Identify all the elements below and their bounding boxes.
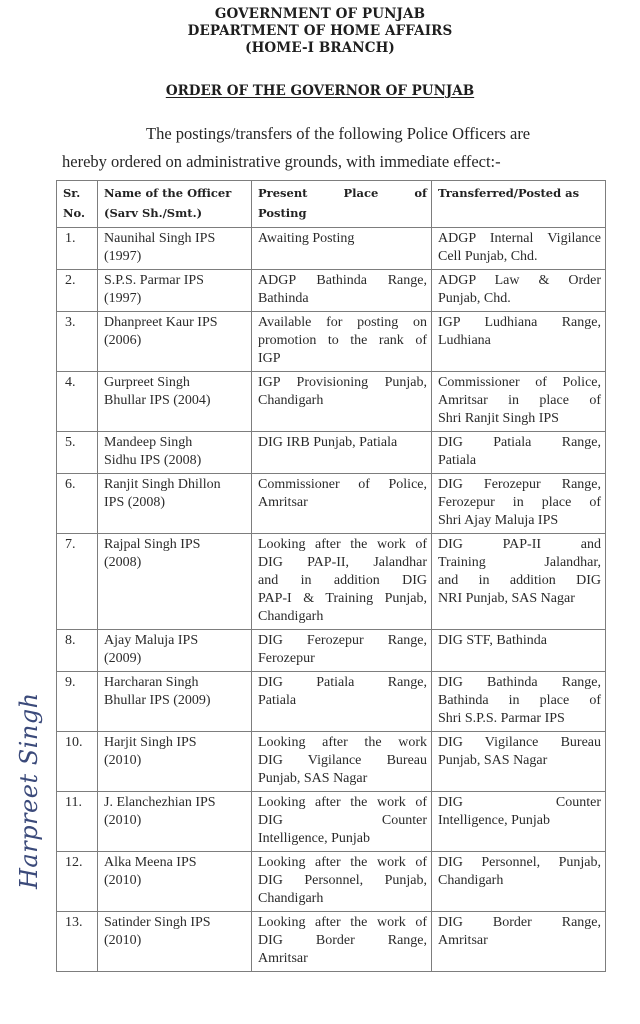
cell-transferred-posted <box>432 534 606 630</box>
cell-officer-name-line: Sidhu IPS (2008) <box>104 453 202 468</box>
cell-present-posting-line: DIG Personnel, Punjab, <box>258 873 427 888</box>
cell-officer-name-line: Dhanpreet Kaur IPS <box>104 315 218 330</box>
cell-transferred-posted-line: IGP Ludhiana Range, <box>438 315 601 330</box>
cell-transferred-posted <box>432 474 606 534</box>
header-government: GOVERNMENT OF PUNJAB <box>214 6 426 22</box>
cell-transferred-posted-line: Shri Ranjit Singh IPS <box>438 411 559 426</box>
cell-transferred-posted-line: DIG Ferozepur Range, <box>438 477 601 492</box>
cell-present-posting <box>252 852 432 912</box>
cell-present-posting-line: IGP Provisioning Punjab, <box>258 375 427 390</box>
cell-officer-name-line: S.P.S. Parmar IPS <box>104 273 204 288</box>
cell-transferred-posted <box>432 852 606 912</box>
cell-present-posting <box>252 912 432 972</box>
cell-present-posting-line: Ferozepur <box>258 651 315 666</box>
cell-present-posting-line: Amritsar <box>258 951 308 966</box>
cell-officer-name-line: (1997) <box>104 249 142 264</box>
cell-present-posting-line: Amritsar <box>258 495 308 510</box>
cell-officer-name-line: Ranjit Singh Dhillon <box>104 477 221 492</box>
cell-officer-name-line: IPS (2008) <box>104 495 166 510</box>
cell-present-posting-line: Looking after the work of <box>258 915 427 930</box>
header-transferred-posted <box>432 181 606 228</box>
cell-present-posting-line: and in addition DIG <box>258 573 427 588</box>
cell-transferred-posted-line: DIG Patiala Range, <box>438 435 601 450</box>
cell-sr-no: 1. <box>57 228 98 270</box>
header-sr-line1: Sr. <box>63 186 81 200</box>
cell-transferred-posted <box>432 912 606 972</box>
cell-transferred-posted <box>432 228 606 270</box>
intro-line-2: hereby ordered on administrative grounds, with immediate effect:- <box>62 152 501 171</box>
table-row <box>57 228 606 270</box>
cell-transferred-posted-line: Shri S.P.S. Parmar IPS <box>438 711 565 726</box>
cell-officer-name <box>98 534 252 630</box>
cell-officer-name-line: (1997) <box>104 291 142 306</box>
cell-sr-no: 4. <box>57 372 98 432</box>
cell-transferred-posted <box>432 792 606 852</box>
cell-transferred-posted-line: Amritsar <box>438 933 488 948</box>
cell-present-posting-line: DIG IRB Punjab, Patiala <box>258 435 398 450</box>
cell-transferred-posted-line: ADGP Internal Vigilance <box>438 231 601 246</box>
cell-present-posting-line: IGP <box>258 351 281 366</box>
handwritten-signature <box>4 692 48 900</box>
cell-present-posting-line: Commissioner of Police, <box>258 477 427 492</box>
cell-officer-name-line: Alka Meena IPS <box>104 855 197 870</box>
cell-present-posting <box>252 432 432 474</box>
cell-transferred-posted-line: DIG Bathinda Range, <box>438 675 601 690</box>
cell-transferred-posted-line: DIG PAP-II and <box>438 537 601 552</box>
intro-line-1: The postings/transfers of the following Police Officers are <box>146 124 531 143</box>
cell-sr-no: 2. <box>57 270 98 312</box>
cell-officer-name <box>98 270 252 312</box>
header-officer-name <box>98 181 252 228</box>
cell-sr-no: 5. <box>57 432 98 474</box>
cell-officer-name-line: Mandeep Singh <box>104 435 193 450</box>
cell-officer-name-line: (2006) <box>104 333 142 348</box>
cell-present-posting <box>252 312 432 372</box>
cell-sr-no: 6. <box>57 474 98 534</box>
intro-paragraph <box>62 120 622 176</box>
cell-transferred-posted-line: DIG Border Range, <box>438 915 601 930</box>
cell-transferred-posted <box>432 312 606 372</box>
cell-sr-no: 8. <box>57 630 98 672</box>
cell-present-posting-line: Looking after the work <box>258 735 427 750</box>
cell-sr-no: 11. <box>57 792 98 852</box>
cell-present-posting-line: DIG PAP-II, Jalandhar <box>258 555 427 570</box>
cell-transferred-posted-line: Punjab, SAS Nagar <box>438 753 548 768</box>
header-name-line2: (Sarv Sh./Smt.) <box>104 206 203 220</box>
cell-transferred-posted <box>432 672 606 732</box>
cell-present-posting-line: Bathinda <box>258 291 309 306</box>
cell-present-posting-line: DIG Ferozepur Range, <box>258 633 427 648</box>
header-transferred-text: Transferred/Posted as <box>438 186 580 200</box>
cell-transferred-posted-line: DIG Vigilance Bureau <box>438 735 601 750</box>
cell-officer-name <box>98 912 252 972</box>
cell-officer-name-line: Naunihal Singh IPS <box>104 231 216 246</box>
cell-transferred-posted <box>432 630 606 672</box>
cell-present-posting-line: Looking after the work of <box>258 795 427 810</box>
cell-present-posting <box>252 228 432 270</box>
signature-text: Harpreet Singh <box>15 692 43 889</box>
cell-present-posting-line: DIG Counter <box>258 813 427 828</box>
cell-officer-name-line: (2010) <box>104 873 142 888</box>
cell-officer-name-line: Satinder Singh IPS <box>104 915 211 930</box>
cell-transferred-posted-line: DIG Personnel, Punjab, <box>438 855 601 870</box>
cell-present-posting <box>252 792 432 852</box>
cell-transferred-posted-line: Amritsar in place of <box>438 393 601 408</box>
cell-transferred-posted-line: and in addition DIG <box>438 573 601 588</box>
cell-transferred-posted-line: DIG Counter <box>438 795 601 810</box>
cell-transferred-posted-line: Cell Punjab, Chd. <box>438 249 538 264</box>
cell-present-posting-line: Chandigarh <box>258 609 324 624</box>
cell-officer-name <box>98 852 252 912</box>
header-present-line1: Present Place of <box>258 186 427 200</box>
table-row <box>57 474 606 534</box>
cell-present-posting-line: DIG Patiala Range, <box>258 675 427 690</box>
cell-present-posting-line: Available for posting on <box>258 315 427 330</box>
cell-officer-name <box>98 672 252 732</box>
cell-officer-name-line: (2010) <box>104 753 142 768</box>
table-header-row <box>57 181 606 228</box>
cell-officer-name <box>98 630 252 672</box>
cell-present-posting-line: Intelligence, Punjab <box>258 831 370 846</box>
cell-officer-name <box>98 474 252 534</box>
cell-officer-name-line: (2008) <box>104 555 142 570</box>
table-row <box>57 912 606 972</box>
cell-present-posting-line: PAP-I & Training Punjab, <box>258 591 427 606</box>
order-title: ORDER OF THE GOVERNOR OF PUNJAB <box>165 83 475 99</box>
header-name-line1: Name of the Officer <box>104 186 232 200</box>
cell-transferred-posted-line: DIG STF, Bathinda <box>438 633 547 648</box>
cell-transferred-posted-line: Training Jalandhar, <box>438 555 601 570</box>
cell-officer-name-line: Ajay Maluja IPS <box>104 633 199 648</box>
header-sr-no <box>57 181 98 228</box>
cell-transferred-posted-line: Bathinda in place of <box>438 693 601 708</box>
table-row <box>57 372 606 432</box>
table-row <box>57 732 606 792</box>
cell-officer-name <box>98 228 252 270</box>
table-row <box>57 672 606 732</box>
cell-present-posting <box>252 534 432 630</box>
cell-present-posting-line: DIG Vigilance Bureau <box>258 753 427 768</box>
cell-present-posting-line: DIG Border Range, <box>258 933 427 948</box>
cell-officer-name-line: J. Elanchezhian IPS <box>104 795 216 810</box>
cell-present-posting <box>252 474 432 534</box>
cell-present-posting <box>252 372 432 432</box>
cell-officer-name-line: Bhullar IPS (2009) <box>104 693 211 708</box>
cell-sr-no: 9. <box>57 672 98 732</box>
cell-officer-name-line: Rajpal Singh IPS <box>104 537 201 552</box>
table-row <box>57 312 606 372</box>
header-present-posting <box>252 181 432 228</box>
cell-present-posting <box>252 672 432 732</box>
cell-sr-no: 10. <box>57 732 98 792</box>
cell-officer-name <box>98 792 252 852</box>
cell-present-posting-line: Chandigarh <box>258 393 324 408</box>
cell-sr-no: 7. <box>57 534 98 630</box>
cell-present-posting <box>252 630 432 672</box>
cell-transferred-posted-line: Commissioner of Police, <box>438 375 601 390</box>
cell-present-posting-line: Looking after the work of <box>258 537 427 552</box>
cell-officer-name <box>98 732 252 792</box>
header-present-line2: Posting <box>258 206 307 220</box>
cell-transferred-posted-line: Shri Ajay Maluja IPS <box>438 513 559 528</box>
cell-sr-no: 12. <box>57 852 98 912</box>
cell-officer-name <box>98 312 252 372</box>
table-row <box>57 630 606 672</box>
cell-present-posting-line: Chandigarh <box>258 891 324 906</box>
cell-transferred-posted-line: ADGP Law & Order <box>438 273 601 288</box>
table-row <box>57 792 606 852</box>
cell-sr-no: 13. <box>57 912 98 972</box>
cell-officer-name <box>98 432 252 474</box>
cell-officer-name-line: Harcharan Singh <box>104 675 199 690</box>
header-sr-line2: No. <box>63 206 85 220</box>
cell-transferred-posted-line: Chandigarh <box>438 873 504 888</box>
table-row <box>57 534 606 630</box>
cell-sr-no: 3. <box>57 312 98 372</box>
table-row <box>57 852 606 912</box>
cell-officer-name-line: (2010) <box>104 813 142 828</box>
cell-officer-name-line: (2010) <box>104 933 142 948</box>
cell-transferred-posted-line: Punjab, Chd. <box>438 291 511 306</box>
cell-present-posting-line: Patiala <box>258 693 297 708</box>
table-row <box>57 270 606 312</box>
cell-officer-name-line: Gurpreet Singh <box>104 375 190 390</box>
document-header <box>0 6 640 57</box>
cell-transferred-posted-line: Ludhiana <box>438 333 491 348</box>
table-row <box>57 432 606 474</box>
header-department: DEPARTMENT OF HOME AFFAIRS <box>187 23 453 39</box>
cell-transferred-posted <box>432 432 606 474</box>
cell-officer-name <box>98 372 252 432</box>
cell-transferred-posted-line: Intelligence, Punjab <box>438 813 550 828</box>
order-title-block <box>0 80 640 99</box>
cell-officer-name-line: (2009) <box>104 651 142 666</box>
cell-transferred-posted-line: Ferozepur in place of <box>438 495 601 510</box>
header-branch: (HOME-I BRANCH) <box>245 40 395 56</box>
cell-transferred-posted <box>432 732 606 792</box>
cell-present-posting-line: Punjab, SAS Nagar <box>258 771 368 786</box>
cell-officer-name-line: Bhullar IPS (2004) <box>104 393 211 408</box>
cell-present-posting-line: Awaiting Posting <box>258 231 355 246</box>
cell-officer-name-line: Harjit Singh IPS <box>104 735 197 750</box>
table-body <box>57 228 606 972</box>
cell-present-posting-line: promotion to the rank of <box>258 333 427 348</box>
cell-transferred-posted <box>432 372 606 432</box>
cell-transferred-posted-line: Patiala <box>438 453 477 468</box>
cell-present-posting <box>252 270 432 312</box>
cell-transferred-posted-line: NRI Punjab, SAS Nagar <box>438 591 575 606</box>
postings-table <box>56 180 606 972</box>
cell-present-posting-line: ADGP Bathinda Range, <box>258 273 427 288</box>
cell-present-posting-line: Looking after the work of <box>258 855 427 870</box>
cell-present-posting <box>252 732 432 792</box>
cell-transferred-posted <box>432 270 606 312</box>
